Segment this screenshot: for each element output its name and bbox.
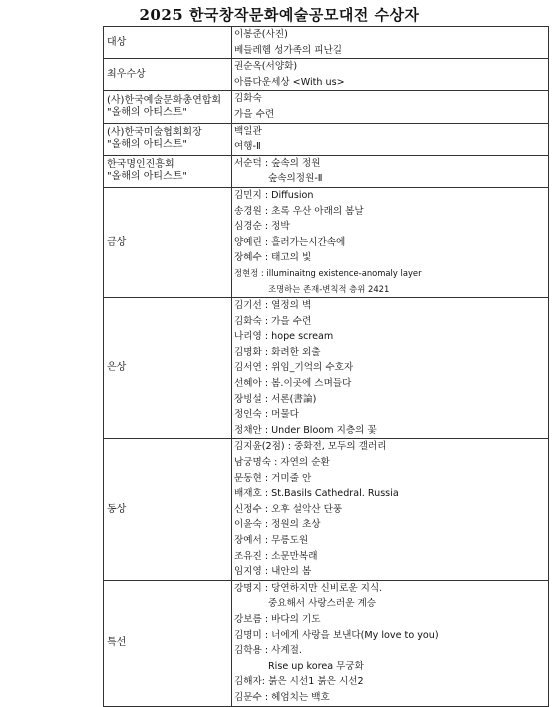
category-label: 최우수상	[107, 68, 146, 80]
winner-line: 김명화 : 화려한 외출	[234, 346, 321, 358]
winner-line: 심경순 : 정박	[234, 221, 290, 233]
category-label: "올해의 아티스트"	[107, 171, 187, 183]
winner-line: 가을 수련	[234, 108, 275, 120]
winners-cell	[232, 580, 549, 706]
winner-line: 이윤숙 : 정원의 초상	[234, 519, 321, 531]
winner-line: 문동현 : 거미줄 안	[234, 472, 312, 484]
table-row	[104, 27, 549, 59]
winners-cell	[232, 187, 549, 297]
category-label: 금상	[107, 236, 127, 248]
table-row	[104, 439, 549, 580]
winner-line: 장예서 : 무릉도원	[234, 535, 309, 546]
winners-cell	[232, 123, 549, 155]
winner-line: 아름다운세상 <With us>	[234, 76, 345, 88]
winner-line: 숲속의정원-Ⅱ	[268, 173, 323, 185]
category-label: "올해의 아티스트"	[107, 139, 187, 151]
category-cell	[104, 187, 232, 297]
winner-line: 송경원 : 초록 우산 아래의 봄날	[234, 205, 364, 217]
category-cell	[104, 123, 232, 155]
winner-line: 양예린 : 흘러가는시간속에	[234, 236, 346, 248]
winner-line: 정현정 : illuminaitng existence-anomaly layer	[234, 267, 422, 278]
category-label: 한국명인진흥회	[107, 159, 175, 171]
winner-line: 임지영 : 내안의 봄	[234, 566, 312, 578]
winner-line: 장혜수 : 태고의 빛	[234, 252, 312, 264]
table-row	[104, 91, 549, 123]
winner-line: 권순옥(서양화)	[234, 61, 298, 73]
winner-line: 김기선 : 열정의 벽	[234, 300, 312, 312]
category-cell	[104, 91, 232, 123]
category-label: (사)한국예술문화총연합회	[107, 94, 222, 106]
table-row	[104, 298, 549, 439]
winner-line: 장빙설 : 서론(書論)	[234, 393, 317, 405]
winner-line: 김서연 : 위임_기억의 수호자	[234, 362, 354, 374]
winner-line: 배재호 : St.Basils Cathedral. Russia	[234, 488, 399, 500]
winners-cell	[232, 91, 549, 123]
winners-cell	[232, 298, 549, 439]
category-cell	[104, 27, 232, 59]
category-cell	[104, 298, 232, 439]
awards-table	[103, 26, 549, 707]
winner-line: 이봉준(사진)	[234, 29, 288, 40]
winner-line: 남궁명숙 : 자연의 순환	[234, 457, 330, 469]
category-label: 동상	[107, 503, 127, 515]
winner-line: 김해자: 붉은 시선1 붉은 시선2	[234, 676, 364, 688]
category-cell	[104, 59, 232, 91]
category-cell	[104, 439, 232, 580]
winner-line: 김학용 : 사계절.	[234, 645, 302, 657]
category-label: 대상	[107, 36, 127, 48]
page-title: 2025 한국창작문화예술공모대전 수상자	[139, 6, 420, 24]
winner-line: 나리영 : hope scream	[234, 331, 334, 343]
winner-line: 김화숙	[234, 93, 262, 105]
table-row	[104, 580, 549, 706]
winner-line: 선혜아 : 봄.이곳에 스며들다	[234, 378, 352, 390]
winner-line: 김지윤(2점) : 중화전, 모두의 갤러리	[234, 441, 387, 453]
category-label: 특선	[107, 637, 127, 649]
winner-line: 정인숙 : 머물다	[234, 409, 299, 421]
winner-line: 백일관	[234, 125, 262, 137]
category-cell	[104, 580, 232, 706]
winner-line: 김민지 : Diffusion	[234, 189, 314, 201]
category-label: "올해의 아티스트"	[107, 106, 187, 118]
category-label: 은상	[107, 362, 127, 374]
winner-line: 강보름 : 바다의 기도	[234, 613, 321, 625]
winner-line: 김화숙 : 가을 수련	[234, 315, 312, 327]
table-row	[104, 155, 549, 187]
winners-cell	[232, 27, 549, 59]
table-row	[104, 123, 549, 155]
winner-line: 조명하는 존재-변칙적 층위 2421	[268, 283, 390, 294]
table-row	[104, 59, 549, 91]
winner-line: 신정수 : 오후 설악산 단풍	[234, 503, 343, 515]
winner-line: 중요해서 사랑스러운 계승	[268, 598, 377, 610]
category-label: (사)한국미술협회회장	[107, 127, 202, 139]
winners-cell	[232, 59, 549, 91]
winner-line: 조유진 : 소문만복래	[234, 550, 318, 562]
winners-cell	[232, 439, 549, 580]
winner-line: 여행-Ⅱ	[234, 141, 261, 153]
winner-line: 김명미 : 너에게 사랑을 보낸다(My love to you)	[234, 629, 439, 641]
winner-line: 서순덕 : 숲속의 정원	[234, 157, 321, 169]
winner-line: 정채안 : Under Bloom 지층의 꽃	[234, 424, 377, 436]
table-row	[104, 187, 549, 297]
category-cell	[104, 155, 232, 187]
winner-line: Rise up korea 무궁화	[268, 660, 364, 672]
winner-line: 김문수 : 헤엄치는 백호	[234, 691, 330, 703]
winner-line: 강명지 : 당연하지만 신비로운 지식.	[234, 582, 383, 594]
winners-cell	[232, 155, 549, 187]
winner-line: 베들레헴 성가족의 피난길	[234, 44, 343, 56]
